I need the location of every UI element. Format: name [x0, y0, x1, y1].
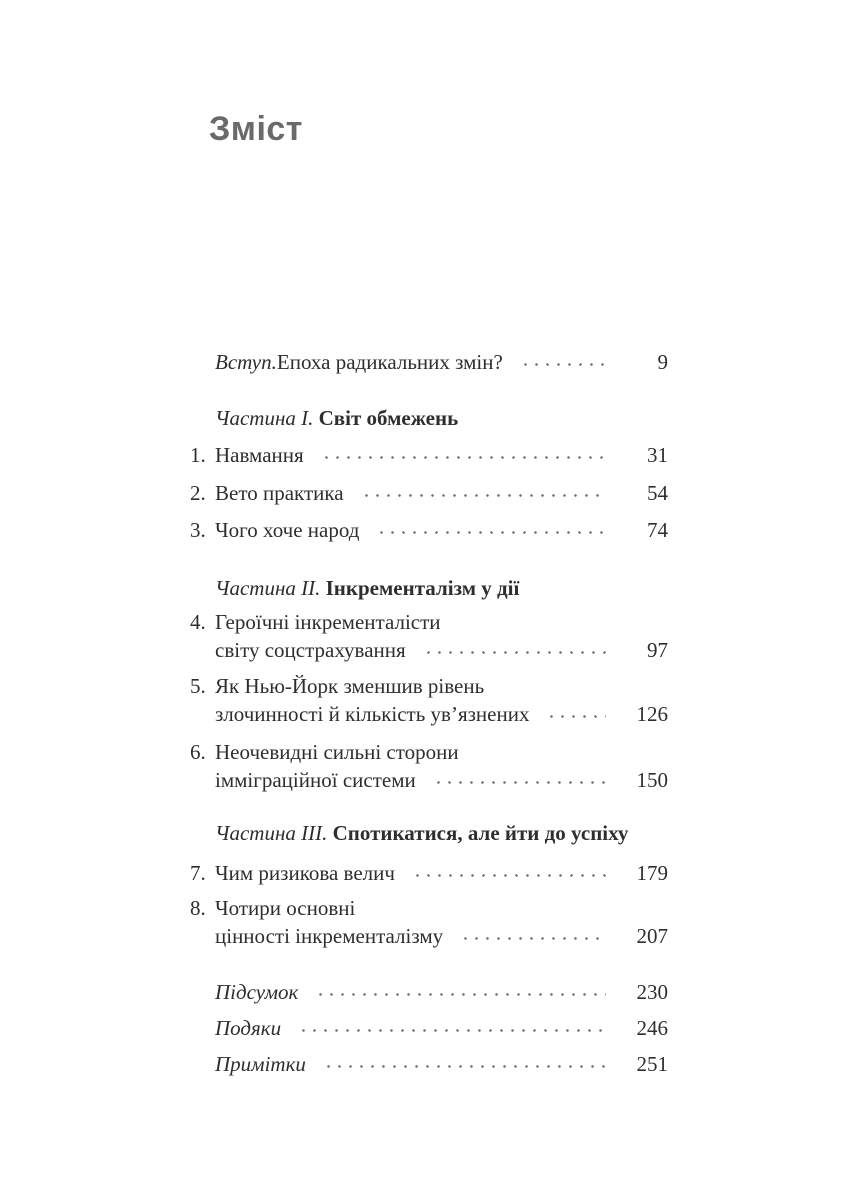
- dot-leader: [419, 636, 606, 664]
- toc-entry-chapter: [190, 479, 668, 507]
- entry-label-italic: Вступ.: [215, 350, 277, 374]
- entry-page-number: 179: [636, 861, 668, 885]
- part-label-bold: Світ обмежень: [318, 406, 459, 430]
- entry-label-line2: імміграційної системи: [215, 768, 416, 792]
- entry-label-line1: Чотири основні: [215, 896, 356, 920]
- entry-label-line1: Як Нью-Йорк зменшив рівень: [215, 674, 485, 698]
- chapter-number: 6.: [190, 740, 206, 764]
- toc-entry-chapter: [190, 516, 668, 544]
- dot-leader: [372, 516, 606, 544]
- entry-label-line1: Неочевидні сильні сторони: [215, 740, 459, 764]
- entry-label: Чим ризикова велич: [215, 861, 395, 885]
- toc-entry-chapter: [190, 608, 668, 664]
- chapter-number: 8.: [190, 896, 206, 920]
- entry-label-italic: Підсумок: [215, 980, 299, 1004]
- entry-label-line2: цінності інкременталізму: [215, 924, 444, 948]
- toc-entry-backmatter: [190, 978, 668, 1006]
- entry-label: Епоха радикальних змін?: [276, 350, 503, 374]
- entry-page-number: 230: [636, 980, 668, 1004]
- entry-label: Вето практика: [215, 481, 344, 505]
- entry-label-italic: Подяки: [215, 1016, 282, 1040]
- dot-leader: [317, 441, 606, 469]
- dot-leader: [357, 479, 606, 507]
- entry-label-line1: Героїчні інкременталісти: [215, 610, 441, 634]
- dot-leader: [542, 700, 606, 728]
- entry-label-line2: злочинності й кількість ув’язнених: [215, 702, 530, 726]
- dot-leader: [319, 1050, 606, 1078]
- toc-part-heading: [190, 819, 668, 847]
- part-label-bold: Інкременталізм у дії: [325, 576, 520, 600]
- entry-page-number: 246: [636, 1016, 668, 1040]
- dot-leader: [408, 859, 606, 887]
- part-label-italic: Частина I.: [215, 406, 314, 430]
- toc-part-heading: [190, 574, 668, 602]
- entry-label: Чого хоче народ: [215, 518, 360, 542]
- entry-page-number: 31: [647, 443, 668, 467]
- part-label-italic: Частина II.: [215, 576, 321, 600]
- entry-page-number: 150: [636, 768, 668, 792]
- dot-leader: [516, 348, 606, 376]
- entry-page-number: 97: [647, 638, 668, 662]
- chapter-number: 7.: [190, 861, 206, 885]
- chapter-number: 3.: [190, 518, 206, 542]
- toc-entry-chapter: [190, 894, 668, 950]
- entry-page-number: 54: [647, 481, 668, 505]
- entry-page-number: 9: [657, 350, 668, 374]
- page-title: Зміст: [209, 110, 303, 148]
- entry-label: Навмання: [215, 443, 304, 467]
- toc-part-heading: [190, 404, 668, 432]
- entry-page-number: 251: [636, 1052, 668, 1076]
- part-label-bold: Спотикатися, але йти до успіху: [332, 821, 629, 845]
- dot-leader: [311, 978, 606, 1006]
- chapter-number: 1.: [190, 443, 206, 467]
- toc-entry-chapter: [190, 738, 668, 794]
- toc-entry-chapter: [190, 859, 668, 887]
- entry-page-number: 207: [636, 924, 668, 948]
- entry-page-number: 126: [636, 702, 668, 726]
- dot-leader: [456, 922, 606, 950]
- chapter-number: 5.: [190, 674, 206, 698]
- toc-entry-backmatter: [190, 1050, 668, 1078]
- toc-entry-backmatter: [190, 1014, 668, 1042]
- table-of-contents: [190, 348, 668, 1078]
- entry-label-italic: Примітки: [215, 1052, 306, 1076]
- entry-label-line2: світу соцстрахування: [215, 638, 406, 662]
- dot-leader: [429, 766, 606, 794]
- chapter-number: 4.: [190, 610, 206, 634]
- toc-entry-intro: [190, 348, 668, 376]
- toc-entry-chapter: [190, 672, 668, 728]
- chapter-number: 2.: [190, 481, 206, 505]
- entry-page-number: 74: [647, 518, 668, 542]
- part-label-italic: Частина III.: [215, 821, 328, 845]
- dot-leader: [294, 1014, 606, 1042]
- toc-entry-chapter: [190, 441, 668, 469]
